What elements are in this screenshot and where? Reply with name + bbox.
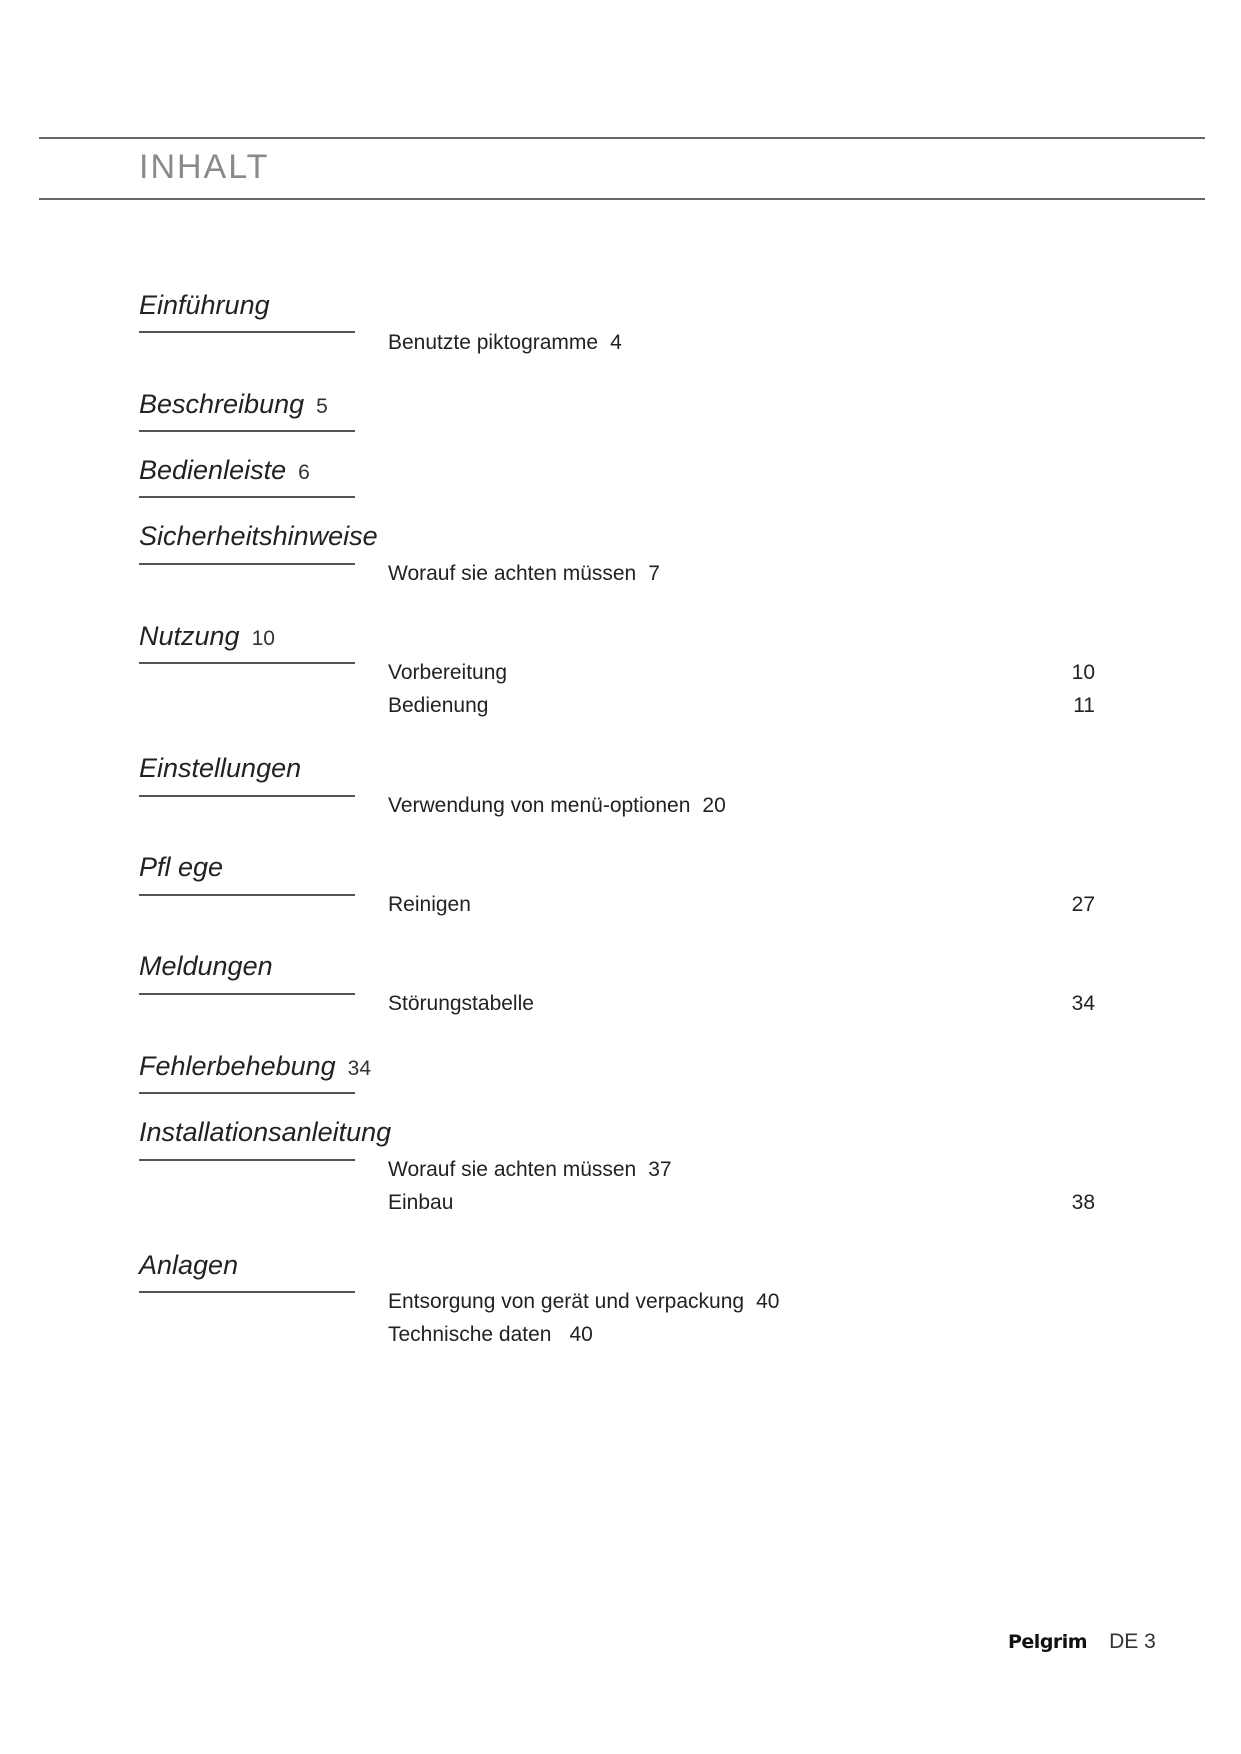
toc-entry-page: 34 xyxy=(1071,992,1095,1015)
toc-entry-page: 40 xyxy=(569,1323,593,1346)
section-title-sicherheitshinweise: Sicherheitshinweise xyxy=(139,521,378,551)
toc-entry-page: 10 xyxy=(1071,661,1095,684)
toc-entry-page: 7 xyxy=(648,562,660,585)
section-rule xyxy=(139,993,355,995)
page-number: DE 3 xyxy=(1109,1630,1156,1653)
section-rule xyxy=(139,795,355,797)
section-title-pflege: Pfl ege xyxy=(139,852,224,882)
section-title-nutzung: Nutzung 10 xyxy=(139,621,275,651)
section-page: 10 xyxy=(251,627,275,650)
toc-entry xyxy=(388,661,507,685)
section-page: 34 xyxy=(347,1057,372,1080)
toc-entry-page: 4 xyxy=(610,331,622,354)
toc-entry-label: Vorbereitung xyxy=(388,661,508,684)
toc-entry xyxy=(388,331,622,355)
toc-entry xyxy=(388,1191,453,1215)
toc-entry xyxy=(388,1158,672,1182)
header-top-rule xyxy=(39,137,1205,139)
section-title-einfuehrung: Einführung xyxy=(139,290,270,320)
section-title-fehlerbehebung: Fehlerbehebung 34 xyxy=(139,1051,372,1081)
section-page: 5 xyxy=(316,395,328,418)
section-rule xyxy=(139,1291,355,1293)
brand-logo: Pelgrim xyxy=(1008,1631,1088,1653)
toc-entry-label: Verwendung von menü-optionen xyxy=(388,794,691,817)
toc-entry-label: Worauf sie achten müssen xyxy=(388,1158,637,1181)
toc-entry-label: Bedienung xyxy=(388,694,489,717)
toc-entry xyxy=(388,893,471,917)
toc-entry-page: 11 xyxy=(1073,694,1095,717)
toc-entry xyxy=(388,794,726,818)
section-rule xyxy=(139,662,355,664)
toc-entry-label: Entsorgung von gerät und verpackung xyxy=(388,1290,745,1313)
toc-entry xyxy=(388,992,534,1016)
header-bottom-rule xyxy=(39,198,1205,200)
toc-entry-label: Technische daten xyxy=(388,1323,552,1346)
toc-entry-label: Einbau xyxy=(388,1191,454,1214)
page-title: INHALT xyxy=(139,148,270,186)
section-title-einstellungen: Einstellungen xyxy=(139,753,302,783)
toc-entry-page: 38 xyxy=(1071,1191,1095,1214)
section-title-bedienleiste: Bedienleiste 6 xyxy=(139,455,310,485)
toc-entry-page: 37 xyxy=(648,1158,672,1181)
toc-entry-label: Benutzte piktogramme xyxy=(388,331,599,354)
page-footer xyxy=(1008,1630,1156,1654)
toc-entry-label: Reinigen xyxy=(388,893,471,916)
toc-entry-page: 20 xyxy=(702,794,726,817)
toc-entry xyxy=(388,1290,779,1314)
toc-entry xyxy=(388,1323,593,1347)
section-title-meldungen: Meldungen xyxy=(139,951,273,981)
section-rule xyxy=(139,1092,355,1094)
section-title-beschreibung: Beschreibung 5 xyxy=(139,389,328,419)
toc-entry-label: Störungstabelle xyxy=(388,992,534,1015)
toc-entry xyxy=(388,562,660,586)
toc-entry xyxy=(388,694,488,718)
section-rule xyxy=(139,563,355,565)
section-title-installationsanleitung: Installationsanleitung xyxy=(139,1117,392,1147)
section-rule xyxy=(139,1159,355,1161)
section-page: 6 xyxy=(298,461,310,484)
section-rule xyxy=(139,496,355,498)
toc-entry-page: 27 xyxy=(1071,893,1095,916)
section-rule xyxy=(139,894,355,896)
section-rule xyxy=(139,430,355,432)
toc-entry-label: Worauf sie achten müssen xyxy=(388,562,637,585)
section-title-anlagen: Anlagen xyxy=(139,1250,239,1280)
section-rule xyxy=(139,331,355,333)
toc-entry-page: 40 xyxy=(756,1290,780,1313)
